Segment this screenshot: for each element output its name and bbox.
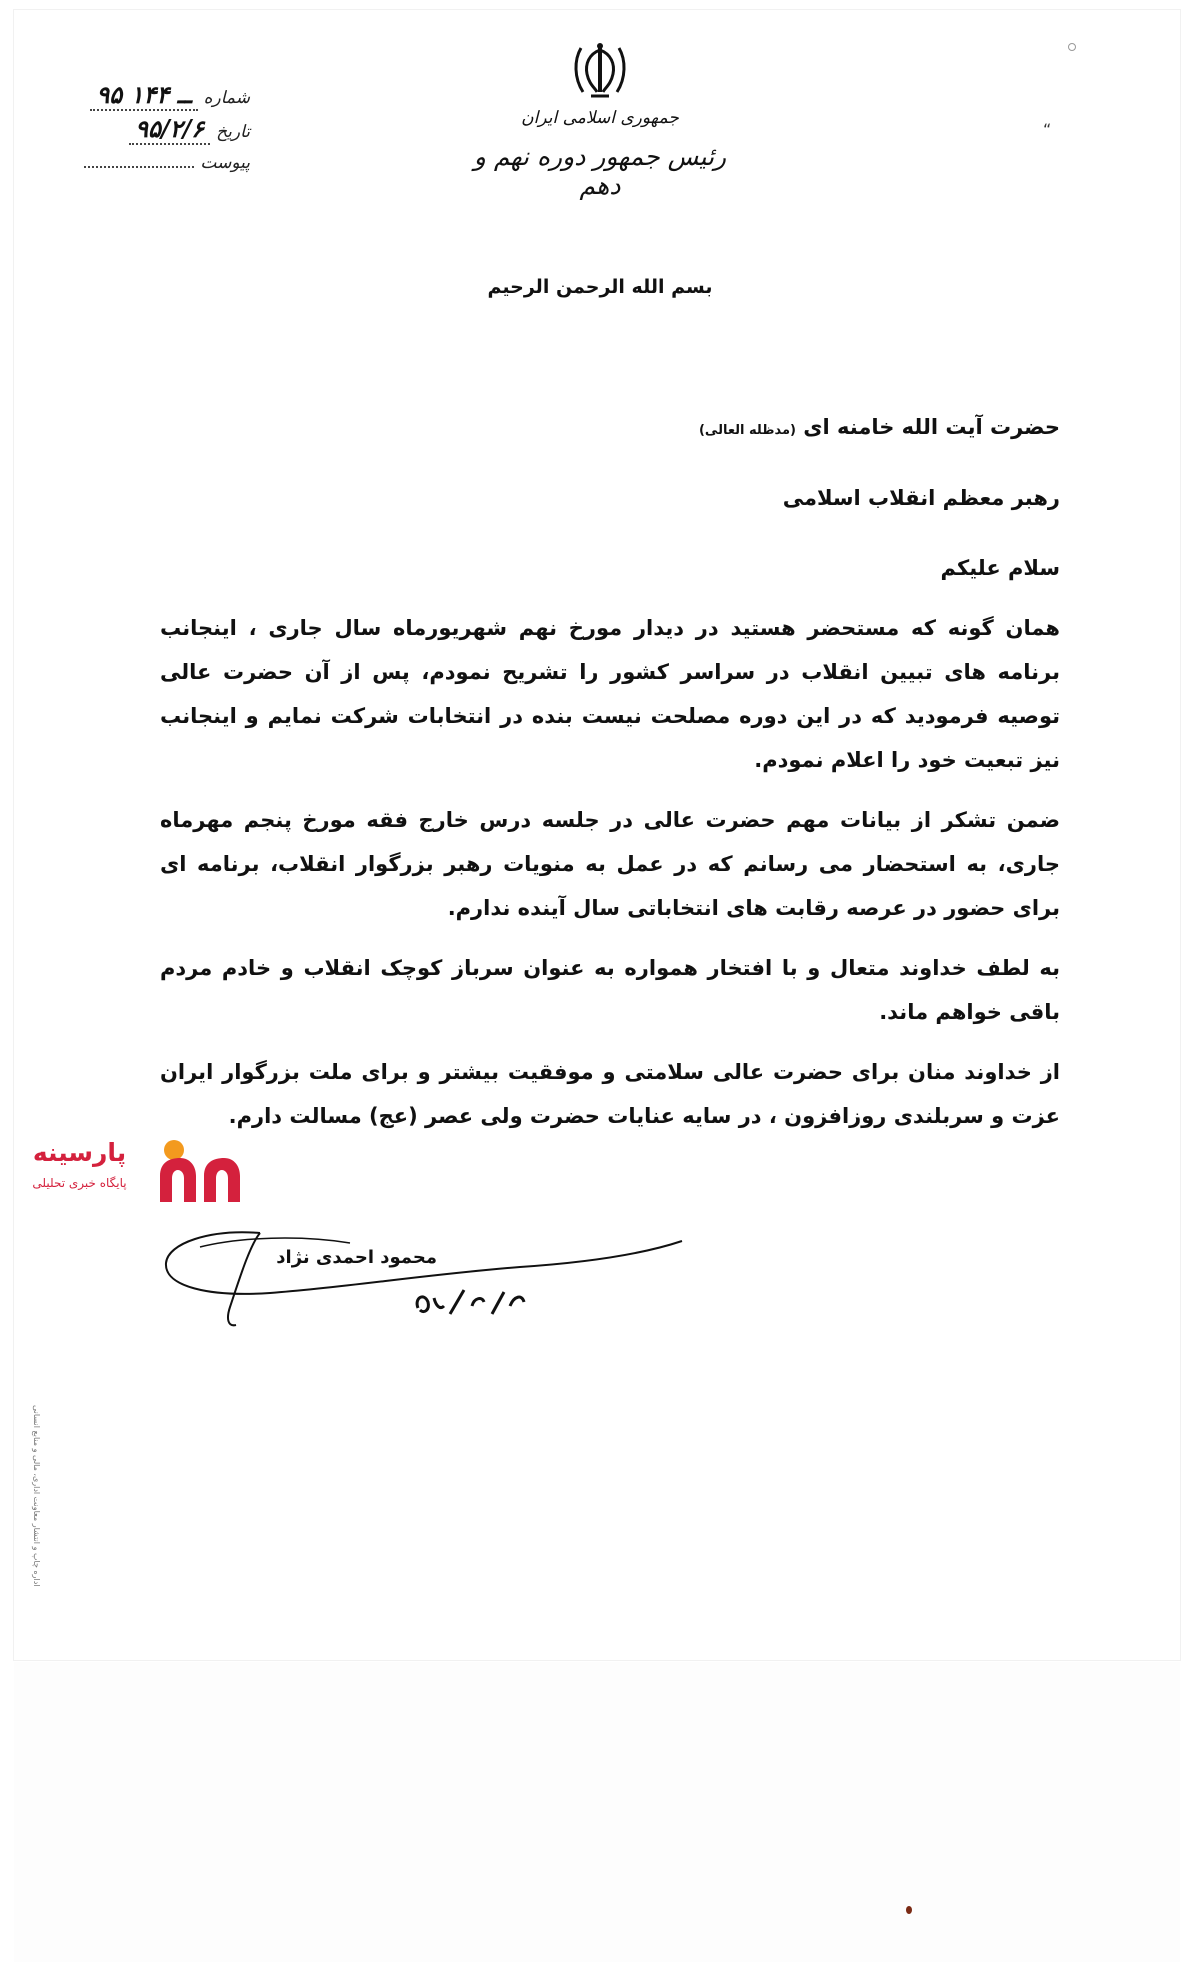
handwritten-date-icon — [410, 1280, 530, 1320]
date-value: ۹۵/۲/۶ — [129, 114, 210, 145]
attachment-label: پیوست — [200, 153, 250, 173]
iran-emblem-icon — [571, 40, 629, 104]
signature-block — [160, 1215, 720, 1375]
office-title: رئیس جمهور دوره نهم و دهم — [473, 142, 727, 200]
watermark-name: پارسینه — [32, 1138, 127, 1167]
number-label: شماره — [203, 88, 250, 108]
letter-body — [160, 405, 1060, 1154]
paragraph-3: به لطف خداوند متعال و با افتخار همواره به عنوان سرباز کوچک انقلاب و خادم مردم باقی خواهم ماند. — [160, 956, 1060, 1024]
paragraph-2: ضمن تشکر از بیانات مهم حضرت عالی در جلسه درس خارج فقه مورخ پنجم مهرماه جاری، به استحضار می رسانم که در عمل به منویات رهبر بزرگوار انقلاب، برنامه ای برای حضور در عرصه رقابت های انتخاباتی سال آینده ندارم. — [160, 808, 1060, 920]
parsine-logo-icon — [152, 1136, 262, 1206]
date-label: تاریخ — [216, 122, 250, 142]
date-row — [50, 114, 250, 148]
country-name: جمهوری اسلامی ایران — [521, 108, 679, 128]
scan-speck-red — [906, 1906, 912, 1914]
recipient-title: رهبر معظم انقلاب اسلامی — [782, 486, 1060, 510]
side-note: اداره چاپ و انتشار معاونت اداری، مالی و منابع انسانی — [32, 1405, 41, 1587]
scan-margin — [14, 1662, 1180, 1962]
number-row — [50, 80, 250, 114]
letter-meta — [50, 80, 250, 182]
recipient-name: حضرت آیت الله خامنه ای — [803, 415, 1060, 439]
attachment-row — [50, 148, 250, 182]
signer-name: محمود احمدی نژاد — [276, 1247, 437, 1268]
watermark-tagline: پایگاه خبری تحلیلی — [32, 1176, 127, 1190]
greeting: سلام علیکم — [940, 556, 1060, 580]
recipient-line — [160, 405, 1060, 453]
number-value: ۹۵ ــ ۱۴۴ — [90, 80, 197, 111]
corner-mark: “ — [1043, 120, 1052, 139]
paragraph-1: همان گونه که مستحضر هستید در دیدار مورخ نهم شهریورماه سال جاری ، اینجانب برنامه های تبیین انقلاب در سراسر کشور را تشریح نمودم، پس از آن حضرت عالی توصیه فرمودید که در این دوره مصلحت نیست بنده در انتخابات شرکت نمایم و اینجانب نیز تبعیت خود را اعلام نمودم. — [160, 616, 1060, 772]
scan-speck — [1068, 43, 1076, 51]
paragraph-4: از خداوند منان برای حضرت عالی سلامتی و موفقیت بیشتر و برای ملت بزرگوار ایران عزت و سربلندی روزافزون ، در سایه عنایات حضرت ولی عصر (عج) مسالت دارم. — [160, 1060, 1060, 1128]
attachment-value — [84, 148, 194, 168]
bismillah: بسم الله الرحمن الرحیم — [487, 276, 713, 298]
parsine-watermark — [12, 1136, 262, 1208]
recipient-honorific: (مدظله العالی) — [698, 423, 796, 438]
letterhead — [470, 40, 730, 200]
